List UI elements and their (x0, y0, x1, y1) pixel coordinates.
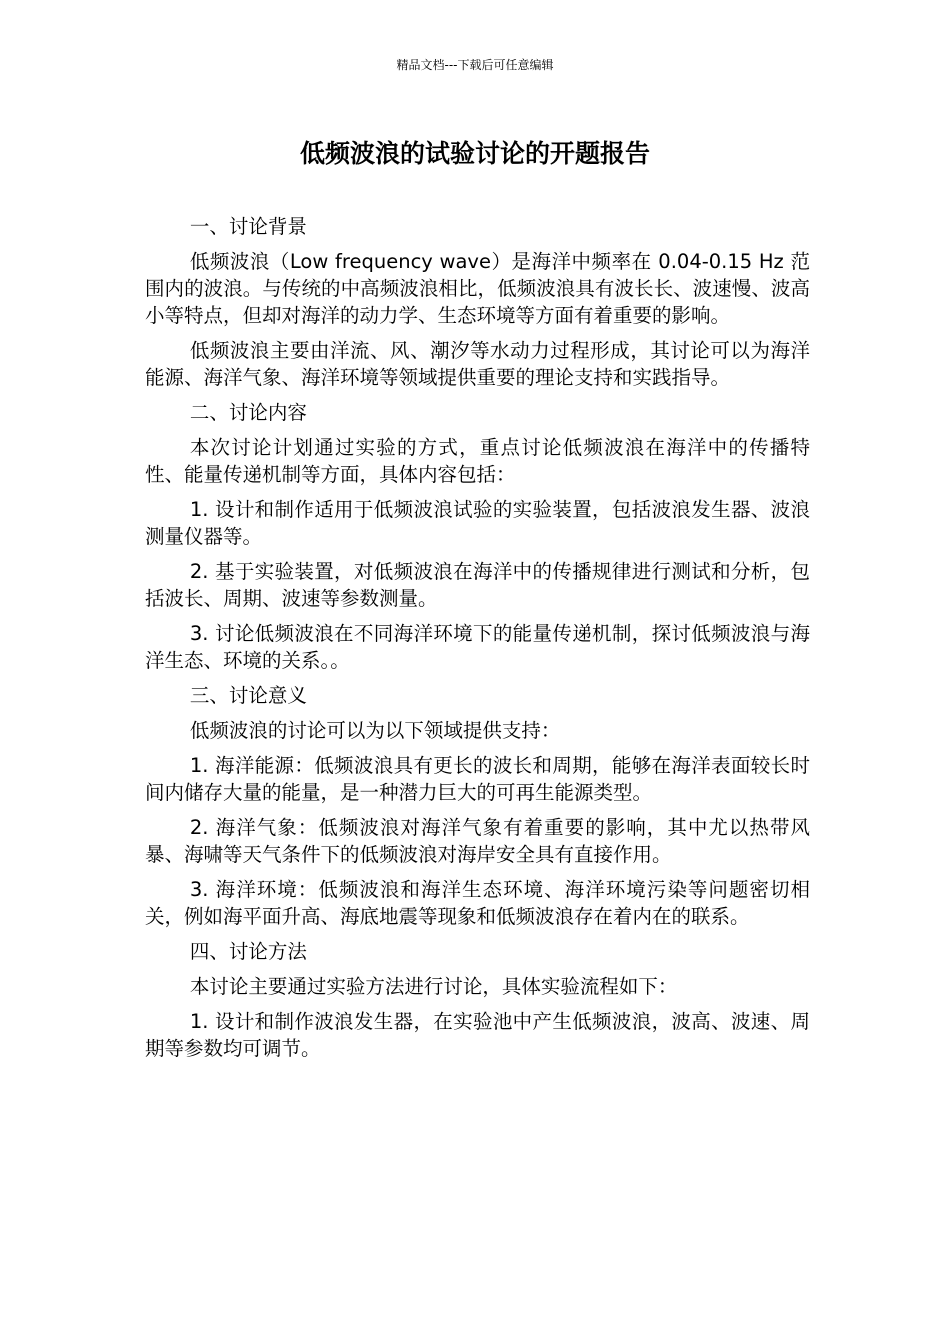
paragraph: 低频波浪主要由洋流、风、潮汐等水动力过程形成，其讨论可以为海洋能源、海洋气象、海洋环境等领域提供重要的理论支持和实践指导。 (145, 339, 810, 389)
paragraph: 本讨论主要通过实验方法进行讨论，具体实验流程如下： (189, 975, 678, 998)
document-body (145, 213, 810, 1070)
paragraph: 本次讨论计划通过实验的方式，重点讨论低频波浪在海洋中的传播特性、能量传递机制等方面，具体内容包括： (145, 436, 810, 486)
document-title: 低频波浪的试验讨论的开题报告 (299, 139, 650, 168)
list-item: 1. 设计和制作波浪发生器，在实验池中产生低频波浪，波高、波速、周期等参数均可调节。 (145, 1010, 810, 1060)
section-heading-method: 四、讨论方法 (189, 940, 307, 963)
list-item: 1. 海洋能源：低频波浪具有更长的波长和周期，能够在海洋表面较长时间内储存大量的能量，是一种潜力巨大的可再生能源类型。 (145, 754, 810, 804)
list-item: 1. 设计和制作适用于低频波浪试验的实验装置，包括波浪发生器、波浪测量仪器等。 (145, 498, 810, 548)
paragraph: 低频波浪的讨论可以为以下领域提供支持： (189, 719, 561, 742)
list-item: 2. 海洋气象：低频波浪对海洋气象有着重要的影响，其中尤以热带风暴、海啸等天气条件下的低频波浪对海岸安全具有直接作用。 (145, 816, 810, 866)
page-header: 精品文档---下载后可任意编辑 (396, 58, 554, 72)
paragraph: 低频波浪（Low frequency wave）是海洋中频率在 0.04-0.15 Hz 范围内的波浪。与传统的中高频波浪相比，低频波浪具有波长长、波速慢、波高小等特点，但却对海洋的动力学、生态环境等方面有着重要的影响。 (145, 250, 810, 327)
list-item: 2. 基于实验装置，对低频波浪在海洋中的传播规律进行测试和分析，包括波长、周期、波速等参数测量。 (145, 560, 810, 610)
section-heading-significance: 三、讨论意义 (189, 684, 307, 707)
list-item: 3. 海洋环境：低频波浪和海洋生态环境、海洋环境污染等问题密切相关，例如海平面升高、海底地震等现象和低频波浪存在着内在的联系。 (145, 878, 810, 928)
list-item: 3. 讨论低频波浪在不同海洋环境下的能量传递机制，探讨低频波浪与海洋生态、环境的关系。。 (145, 622, 810, 672)
section-heading-background: 一、讨论背景 (189, 215, 307, 238)
section-heading-content: 二、讨论内容 (189, 401, 307, 424)
